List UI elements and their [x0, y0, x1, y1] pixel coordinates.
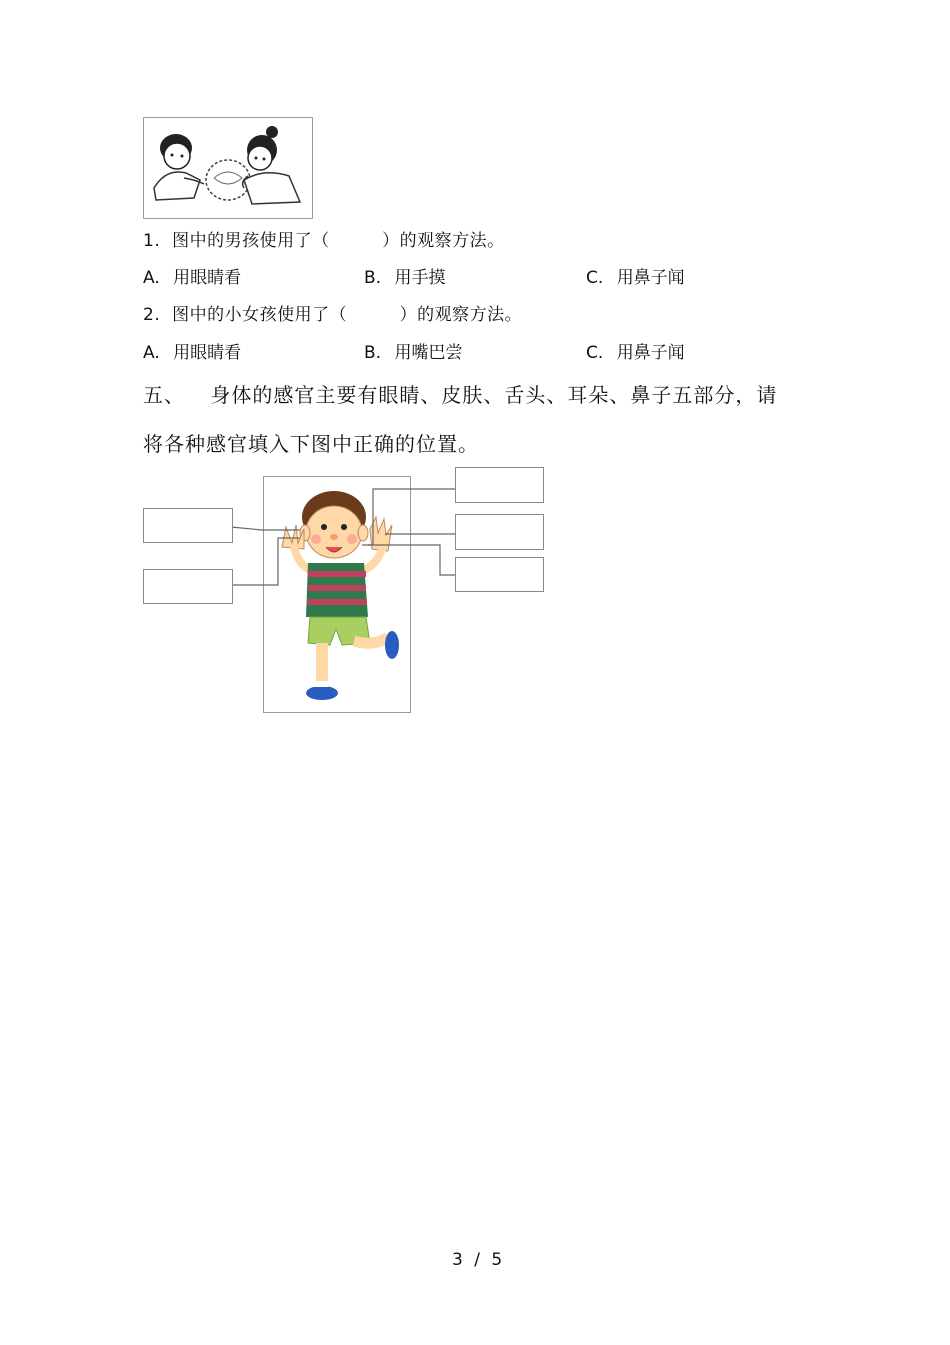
question-1-option-c[interactable] [586, 263, 685, 288]
answer-box-left-top[interactable] [143, 508, 233, 543]
option-letter: B. [364, 268, 382, 288]
option-text: 用眼睛看 [173, 343, 242, 363]
section-number: 五、 [143, 383, 185, 407]
question-2-option-a[interactable] [143, 338, 241, 363]
option-text: 用嘴巴尝 [394, 343, 463, 363]
answer-box-left-bottom[interactable] [143, 569, 233, 604]
boy-illustration [264, 477, 410, 712]
section-5-line-1 [143, 379, 777, 408]
question-number: 1. [143, 231, 161, 251]
total-pages: 5 [491, 1250, 503, 1270]
answer-box-right-middle[interactable] [455, 514, 544, 550]
answer-box-right-bottom[interactable] [455, 557, 544, 592]
question-text: 图中的小女孩使用了（ ）的观察方法。 [172, 305, 523, 325]
option-text: 用手摸 [394, 268, 446, 288]
page-separator: / [474, 1250, 480, 1270]
question-2-option-b[interactable] [364, 338, 462, 363]
boy-diagram-frame [263, 476, 411, 713]
current-page: 3 [452, 1250, 463, 1270]
option-letter: A. [143, 343, 160, 363]
observation-illustration [143, 117, 313, 219]
option-letter: C. [586, 343, 604, 363]
option-text: 用鼻子闻 [616, 268, 685, 288]
option-letter: A. [143, 268, 160, 288]
answer-box-right-top[interactable] [455, 467, 544, 503]
question-2 [143, 300, 522, 325]
option-text: 用鼻子闻 [616, 343, 685, 363]
question-number: 2. [143, 305, 161, 325]
question-2-option-c[interactable] [586, 338, 685, 363]
question-1 [143, 226, 505, 251]
question-1-option-b[interactable] [364, 263, 445, 288]
section-text-line-1: 身体的感官主要有眼睛、皮肤、舌头、耳朵、鼻子五部分，请 [210, 383, 778, 407]
page-number [452, 1250, 502, 1270]
option-letter: B. [364, 343, 382, 363]
option-letter: C. [586, 268, 604, 288]
question-1-option-a[interactable] [143, 263, 241, 288]
question-text: 图中的男孩使用了（ ）的观察方法。 [172, 231, 505, 251]
children-with-flower-drawing [144, 118, 312, 218]
option-text: 用眼睛看 [173, 268, 242, 288]
section-5-line-2: 将各种感官填入下图中正确的位置。 [143, 432, 479, 456]
